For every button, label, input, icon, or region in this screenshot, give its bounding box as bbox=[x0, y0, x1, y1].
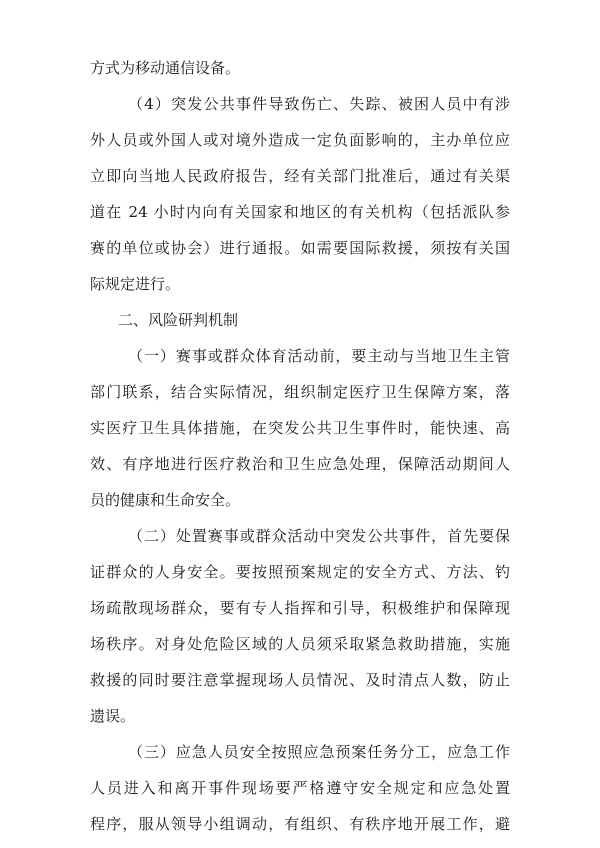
text-line-4: 立即向当地人民政府报告，经有关部门批准后，通过有关渠 bbox=[90, 167, 510, 185]
text-line-16: 场疏散现场群众，要有专人指挥和引导，积极维护和保障现 bbox=[90, 599, 510, 617]
section-heading-risk: 二、风险研判机制 bbox=[118, 311, 239, 329]
text-line-14: （二）处置赛事或群众活动中突发公共事件，首先要保 bbox=[128, 527, 510, 545]
text-line-9: （一）赛事或群众体育活动前，要主动与当地卫生主管 bbox=[128, 347, 510, 365]
text-line-13: 员的健康和生命安全。 bbox=[90, 491, 241, 509]
text-line-2: （4）突发公共事件导致伤亡、失踪、被困人员中有涉 bbox=[128, 95, 510, 113]
text-line-3: 外人员或外国人或对境外造成一定负面影响的，主办单位应 bbox=[90, 131, 510, 149]
text-line-15: 证群众的人身安全。要按照预案规定的安全方式、方法、钓 bbox=[90, 563, 510, 581]
text-line-20: （三）应急人员安全按照应急预案任务分工，应急工作 bbox=[128, 743, 510, 761]
text-line-17: 场秩序。对身处危险区域的人员须采取紧急救助措施，实施 bbox=[90, 635, 510, 653]
text-line-22: 程序，服从领导小组调动，有组织、有秩序地开展工作，避 bbox=[90, 815, 510, 833]
text-line-7: 际规定进行。 bbox=[90, 275, 181, 293]
text-line-1: 方式为移动通信设备。 bbox=[90, 59, 241, 77]
text-line-6: 赛的单位或协会）进行通报。如需要国际救援，须按有关国 bbox=[90, 239, 510, 257]
text-line-11: 实医疗卫生具体措施，在突发公共卫生事件时，能快速、高 bbox=[90, 419, 510, 437]
text-line-12: 效、有序地进行医疗救治和卫生应急处理，保障活动期间人 bbox=[90, 455, 510, 473]
text-line-10: 部门联系，结合实际情况，组织制定医疗卫生保障方案，落 bbox=[90, 383, 510, 401]
text-line-18: 救援的同时要注意掌握现场人员情况、及时清点人数，防止 bbox=[90, 671, 510, 689]
text-line-5: 道在 24 小时内向有关国家和地区的有关机构（包括派队参 bbox=[90, 203, 510, 221]
text-line-19: 遗误。 bbox=[90, 707, 136, 725]
text-line-21: 人员进入和离开事件现场要严格遵守安全规定和应急处置 bbox=[90, 779, 510, 797]
